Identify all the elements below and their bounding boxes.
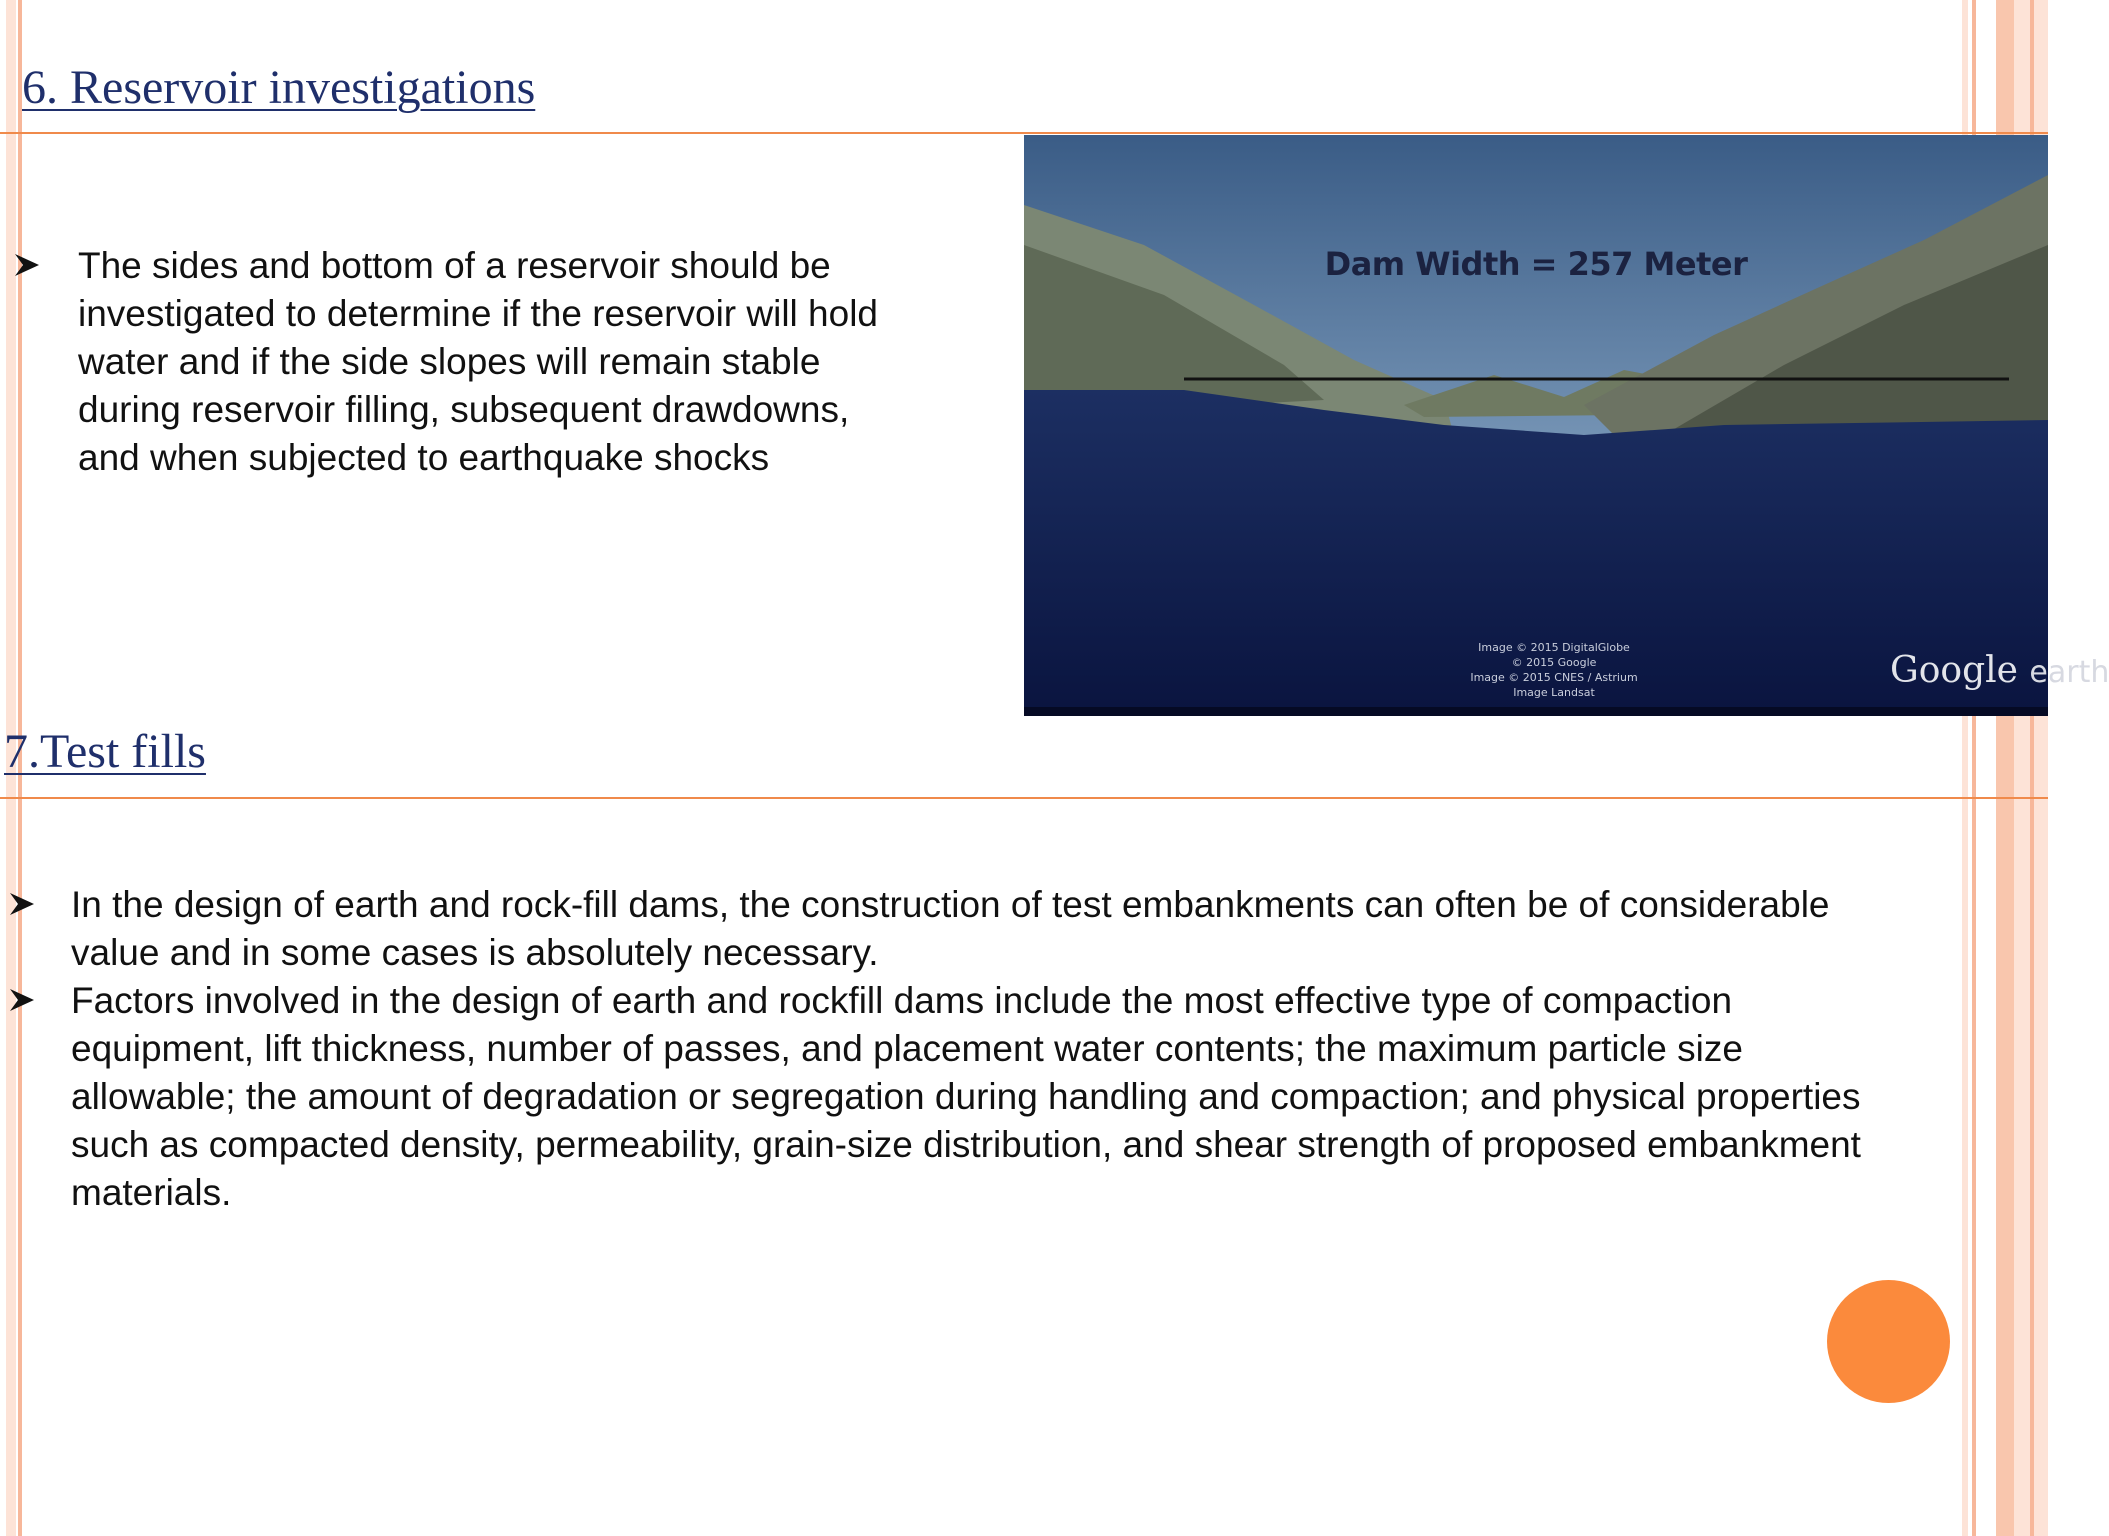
bullet-text: The sides and bottom of a reservoir should be investigated to determine if the reservoir will hold water and if the side slopes will remain stable during reservoir filling, subsequent drawdowns, and when subjected to earthquake shocks [78, 245, 878, 478]
credit-line: Image Landsat [1513, 686, 1595, 699]
credit-line: © 2015 Google [1511, 656, 1597, 669]
heading-divider-top [0, 132, 2048, 134]
credit-line: Image © 2015 DigitalGlobe [1478, 641, 1630, 654]
logo-word: Google [1890, 650, 2018, 691]
test-fills-bullet-list [71, 881, 1871, 1217]
heading-divider-bottom [0, 797, 2048, 799]
reservoir-photo [1024, 135, 2109, 716]
bullet-text: Factors involved in the design of earth and rockfill dams include the most effective type of compaction equipment, lift thickness, number of passes, and placement water contents; the maximum particle size allowable; the amount of degradation or segregation during handling and compaction; and physical properties such as compacted density, permeability, grain-size distribution, and shear strength of proposed embankment materials. [71, 980, 1861, 1213]
list-item [78, 242, 898, 482]
logo-suffix: earth [2029, 655, 2109, 690]
decorative-orange-circle [1827, 1280, 1950, 1403]
google-earth-logo [1890, 650, 2109, 691]
list-item [71, 881, 1871, 977]
image-credits [1414, 640, 1694, 700]
list-item [71, 977, 1871, 1217]
test-fills-heading: 7.Test fills [4, 725, 206, 778]
reservoir-heading: 6. Reservoir investigations [22, 61, 536, 114]
arrow-bullet-icon [7, 889, 37, 919]
arrow-bullet-icon [12, 250, 42, 280]
dam-width-label: Dam Width = 257 Meter [1324, 245, 1748, 283]
bullet-text: In the design of earth and rock-fill dams, the construction of test embankments can often be of considerable value and in some cases is absolutely necessary. [71, 884, 1830, 973]
reservoir-bullet-list [78, 242, 898, 482]
credit-line: Image © 2015 CNES / Astrium [1470, 671, 1638, 684]
arrow-bullet-icon [7, 985, 37, 1015]
